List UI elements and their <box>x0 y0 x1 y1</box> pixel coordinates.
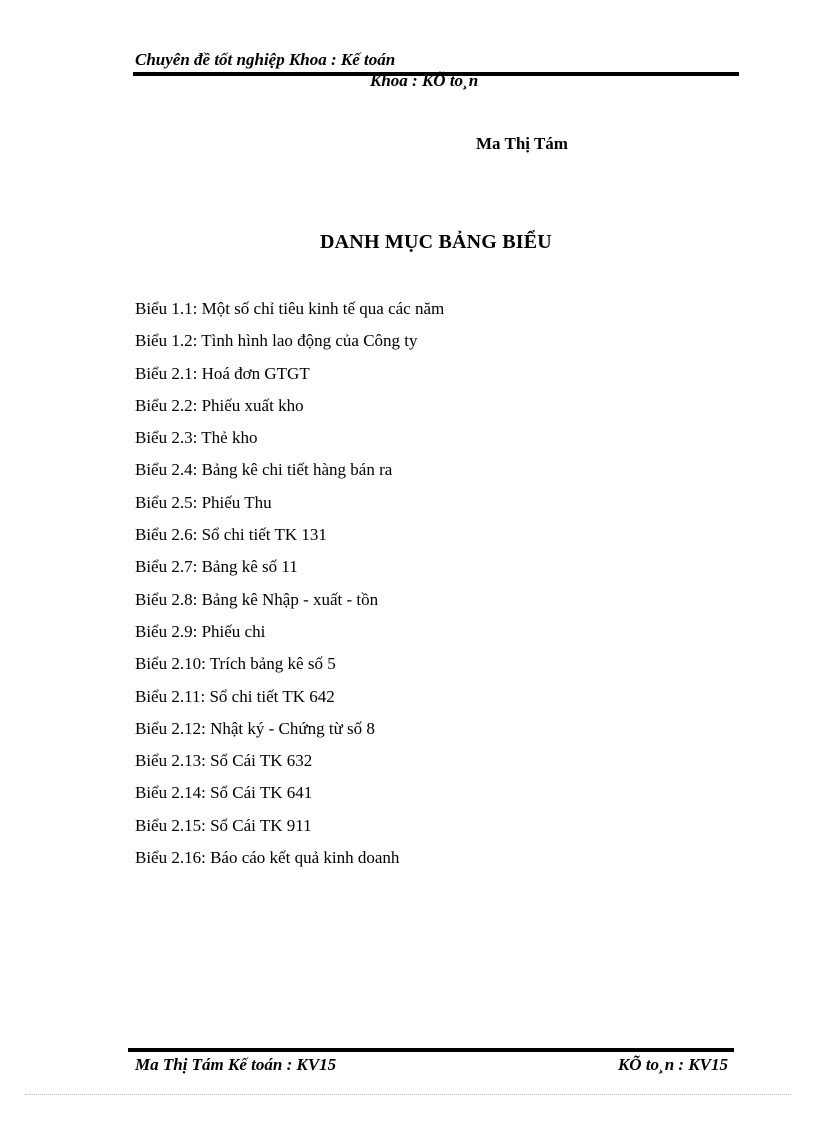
list-item: Biểu 2.8: Bảng kê Nhập - xuất - tồn <box>135 589 379 609</box>
list-item: Biểu 2.12: Nhật ký - Chứng từ số 8 <box>135 718 375 738</box>
list-item: Biểu 2.7: Bảng kê số 11 <box>135 557 298 577</box>
list-item: Biểu 2.3: Thẻ kho <box>135 428 258 448</box>
list-item: Biểu 2.2: Phiếu xuất kho <box>135 395 304 415</box>
page-edge-divider <box>25 1094 791 1095</box>
list-item: Biểu 2.1: Hoá đơn GTGT <box>135 363 310 383</box>
list-item: Biểu 2.6: Sổ chi tiết TK 131 <box>135 525 327 545</box>
list-item: Biểu 2.9: Phiếu chi <box>135 621 266 641</box>
list-item: Biểu 2.11: Sổ chi tiết TK 642 <box>135 686 335 706</box>
header-department: Khoa : KÕ to¸n <box>370 71 479 90</box>
list-item: Biểu 2.14: Sổ Cái TK 641 <box>135 783 313 803</box>
list-item: Biểu 1.2: Tình hình lao động của Công ty <box>135 331 418 351</box>
list-item: Biểu 2.13: Sổ Cái TK 632 <box>135 751 313 771</box>
header-text: Chuyên đề tốt nghiệp Khoa : Kế toán <box>135 50 396 69</box>
list-item: Biểu 2.16: Báo cáo kết quả kinh doanh <box>135 848 400 868</box>
list-item: Biểu 2.10: Trích bảng kê số 5 <box>135 654 336 674</box>
page-title: DANH MỤC BẢNG BIỂU <box>320 231 552 253</box>
list-item: Biểu 2.5: Phiếu Thu <box>135 492 272 512</box>
footer-divider <box>128 1048 734 1052</box>
footer-author: Ma Thị Tám Kế toán : KV15 <box>135 1055 337 1074</box>
list-item: Biểu 1.1: Một số chỉ tiêu kinh tế qua các năm <box>135 299 445 318</box>
list-item: Biểu 2.15: Sổ Cái TK 911 <box>135 815 312 835</box>
table-list <box>135 297 444 878</box>
footer-department: KÕ to¸n : KV15 <box>617 1055 728 1074</box>
author-name: Ma Thị Tám <box>476 134 568 153</box>
list-item: Biểu 2.4: Bảng kê chi tiết hàng bán ra <box>135 460 393 480</box>
